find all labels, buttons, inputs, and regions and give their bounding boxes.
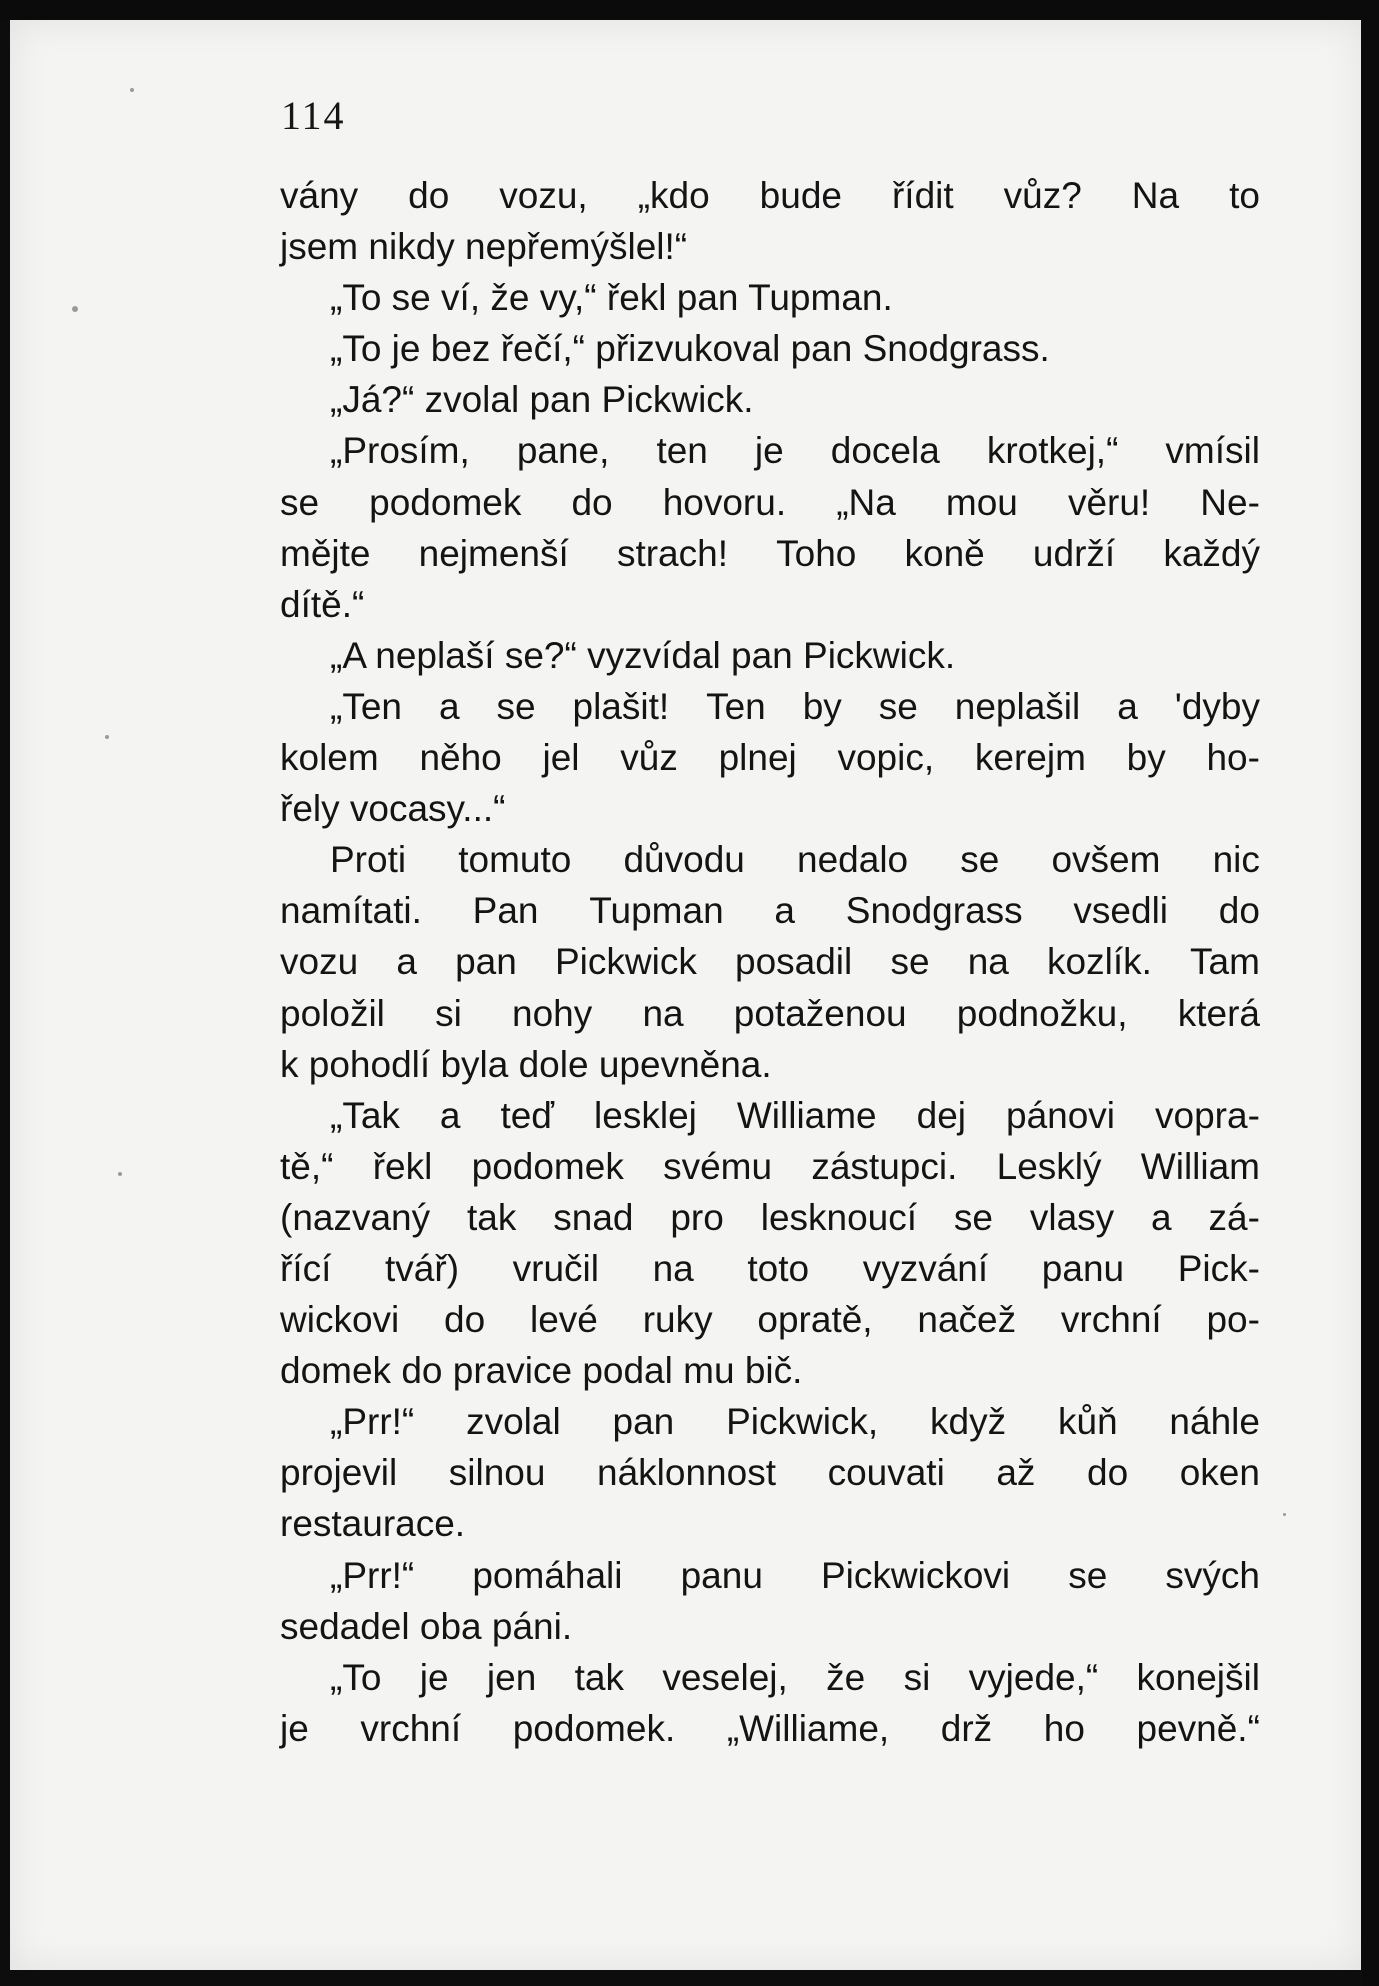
word: a [396, 941, 417, 983]
word: panu [680, 1554, 763, 1596]
text-line [280, 834, 1260, 885]
word: projevil [280, 1452, 398, 1494]
word: docela [830, 430, 940, 472]
word: se [496, 685, 536, 727]
word: že [826, 1656, 866, 1698]
text-line [280, 1192, 1260, 1243]
word: vyzvání [862, 1247, 989, 1289]
word: Pan [472, 890, 539, 932]
text-line [280, 1294, 1260, 1345]
text-line: restaurace. [280, 1503, 466, 1545]
text-line: k pohodlí byla dole upevněna. [280, 1043, 772, 1085]
text-line: domek do pravice podal mu bič. [280, 1350, 803, 1392]
word: pane, [516, 430, 610, 472]
text-line [280, 1141, 1260, 1192]
word: teď [500, 1094, 555, 1136]
word: věru! [1067, 481, 1151, 523]
word: vsedli [1073, 890, 1169, 932]
word: do [1218, 890, 1260, 932]
word: vozu, [499, 175, 588, 216]
text-line [280, 528, 1260, 579]
scan-speck [1283, 1513, 1286, 1516]
word: do [408, 175, 450, 216]
word: to [1229, 175, 1260, 216]
scan-border-right [1361, 0, 1379, 1986]
word: Tam [1190, 941, 1260, 983]
word: po- [1206, 1299, 1260, 1341]
scan-speck [72, 306, 78, 312]
word: a [1151, 1196, 1172, 1238]
word: se [960, 839, 1000, 881]
word: Ne- [1200, 481, 1260, 523]
scan-speck [130, 88, 134, 92]
text-line: dítě.“ [280, 583, 365, 625]
word: podomek [369, 481, 522, 523]
word: jel [542, 737, 580, 779]
word: zástupci. [811, 1145, 958, 1187]
word: kerejm [974, 737, 1086, 779]
word: kůň [1057, 1401, 1118, 1443]
word: Toho [776, 532, 857, 574]
word: podnožku, [956, 992, 1128, 1034]
word: panu [1041, 1247, 1125, 1289]
word: namítati. [280, 890, 422, 932]
word: kozlík. [1047, 941, 1152, 983]
word: vlasy [1029, 1196, 1115, 1238]
word: plnej [718, 737, 797, 779]
word: nic [1212, 839, 1260, 881]
text-line [280, 1243, 1260, 1294]
word: William [1140, 1145, 1260, 1187]
word: řící [280, 1247, 332, 1289]
word: „Prr!“ [330, 1554, 415, 1596]
word: náhle [1169, 1401, 1260, 1443]
word: (nazvaný [280, 1196, 431, 1238]
word: která [1177, 992, 1260, 1034]
text-line [280, 1703, 1260, 1754]
page-text [280, 170, 1260, 1754]
word: posadil [735, 941, 853, 983]
word: Williame [736, 1094, 877, 1136]
word: načež [917, 1299, 1017, 1341]
word: řídit [891, 175, 954, 216]
word: by [1126, 737, 1166, 779]
word: lesknoucí [760, 1196, 918, 1238]
word: je [419, 1656, 449, 1698]
word: silnou [448, 1452, 546, 1494]
word: toto [747, 1247, 810, 1289]
word: podomek. [512, 1707, 676, 1749]
word: něho [419, 737, 502, 779]
word: oken [1179, 1452, 1260, 1494]
text-line [280, 988, 1260, 1039]
word: na [967, 941, 1009, 983]
word: když [930, 1401, 1007, 1443]
word: do [1087, 1452, 1129, 1494]
text-line [280, 1396, 1260, 1447]
word: zvolal [466, 1401, 561, 1443]
word: a [774, 890, 795, 932]
word: je [280, 1707, 309, 1749]
word: do [444, 1299, 486, 1341]
word: „Prr!“ [330, 1401, 415, 1443]
word: se [1068, 1554, 1108, 1596]
word: ho [1043, 1707, 1085, 1749]
word: bude [759, 175, 842, 216]
word: „To [330, 1656, 382, 1698]
word: pánovi [1006, 1094, 1116, 1136]
word: důvodu [623, 839, 745, 881]
word: pro [670, 1196, 724, 1238]
word: je [754, 430, 784, 472]
word: Snodgrass [845, 890, 1023, 932]
word: levé [530, 1299, 598, 1341]
word: Pickwickovi [821, 1554, 1011, 1596]
word: vozu [280, 941, 359, 983]
word: pevně.“ [1136, 1707, 1260, 1749]
word: si [435, 992, 462, 1034]
word: řekl [372, 1145, 433, 1187]
word: konejšil [1136, 1656, 1260, 1698]
word: ten [656, 430, 708, 472]
text-line: sedadel oba páni. [280, 1605, 573, 1647]
word: nejmenší [418, 532, 569, 574]
word: se [890, 941, 930, 983]
word: plašit! [572, 685, 670, 727]
word: a [1117, 685, 1138, 727]
word: wickovi [280, 1299, 400, 1341]
word: couvati [827, 1452, 945, 1494]
word: koně [904, 532, 985, 574]
text-line [280, 1447, 1260, 1498]
text-line [280, 936, 1260, 987]
text-line [280, 1550, 1260, 1601]
word: by [802, 685, 842, 727]
word: vrchní [360, 1707, 462, 1749]
word: vány [280, 175, 359, 216]
word: si [903, 1656, 931, 1698]
word: se [953, 1196, 993, 1238]
text-line: řely vocasy...“ [280, 788, 506, 830]
word: tvář) [385, 1247, 460, 1289]
word: Pickwick [554, 941, 697, 983]
word: tak [574, 1656, 624, 1698]
word: vopra- [1155, 1094, 1260, 1136]
word: a [438, 685, 460, 727]
word: Pickwick, [726, 1401, 879, 1443]
word: Lesklý [996, 1145, 1102, 1187]
word: pan [612, 1401, 675, 1443]
text-line: „Já?“ zvolal pan Pickwick. [330, 379, 754, 421]
scan-border-top [0, 0, 1379, 20]
word: jen [486, 1656, 537, 1698]
word: vyjede,“ [968, 1656, 1099, 1698]
word: položil [280, 992, 385, 1034]
word: náklonnost [597, 1452, 776, 1494]
word: vůz [620, 737, 678, 779]
word: tomuto [458, 839, 572, 881]
word: svému [663, 1145, 773, 1187]
word: udrží [1032, 532, 1116, 574]
word: krotkej,“ [986, 430, 1119, 472]
word: na [652, 1247, 694, 1289]
word: „Prosím, [330, 430, 470, 472]
word: vůz? [1003, 175, 1082, 216]
word: „kdo [637, 175, 710, 216]
text-line [280, 1090, 1260, 1141]
word: ruky [642, 1299, 713, 1341]
text-line [280, 1652, 1260, 1703]
word: každý [1163, 532, 1260, 574]
word: Tupman [589, 890, 724, 932]
word: potaženou [733, 992, 907, 1034]
word: strach! [616, 532, 728, 574]
word: kolem [280, 737, 379, 779]
text-line [280, 732, 1260, 783]
word: snad [553, 1196, 634, 1238]
word: tě,“ [280, 1145, 334, 1187]
word: mou [945, 481, 1018, 523]
word: a [439, 1094, 461, 1136]
word: nohy [512, 992, 593, 1034]
text-line [280, 170, 1260, 221]
word: Proti [330, 839, 407, 881]
word: do [571, 481, 613, 523]
word: vopic, [837, 737, 935, 779]
text-line [280, 681, 1260, 732]
word: drž [940, 1707, 993, 1749]
word: pomáhali [472, 1554, 623, 1596]
page-number: 114 [281, 93, 346, 138]
word: veselej, [662, 1656, 788, 1698]
word: tak [467, 1196, 517, 1238]
word: svých [1165, 1554, 1260, 1596]
text-line: jsem nikdy nepřemýšlel!“ [280, 226, 688, 268]
word: až [996, 1452, 1036, 1494]
text-line: „To se ví, že vy,“ řekl pan Tupman. [330, 277, 893, 319]
word: opratě, [757, 1299, 873, 1341]
text-line [280, 885, 1260, 936]
word: „Tak [330, 1094, 400, 1136]
scan-speck [105, 735, 109, 739]
word: Ten [706, 685, 766, 727]
word: nedalo [797, 839, 909, 881]
word: Pick- [1177, 1247, 1260, 1289]
word: mějte [280, 532, 371, 574]
scan-speck [118, 1172, 122, 1176]
text-line: „A neplaší se?“ vyzvídal pan Pickwick. [330, 634, 956, 676]
word: ovšem [1051, 839, 1161, 881]
word: „Williame, [726, 1707, 890, 1749]
text-line: „To je bez řečí,“ přizvukoval pan Snodgrass. [330, 328, 1050, 370]
word: pan [455, 941, 517, 983]
word: zá- [1208, 1196, 1260, 1238]
word: Na [1131, 175, 1180, 216]
word: neplašil [954, 685, 1081, 727]
word: na [642, 992, 684, 1034]
word: „Ten [330, 685, 402, 727]
word: vručil [512, 1247, 599, 1289]
word: ho- [1206, 737, 1260, 779]
text-line [280, 477, 1260, 528]
word: vmísil [1165, 430, 1260, 472]
word: vrchní [1060, 1299, 1162, 1341]
word: se [280, 481, 320, 523]
word: hovoru. [662, 481, 787, 523]
word: 'dyby [1174, 685, 1260, 727]
word: lesklej [594, 1094, 697, 1136]
word: dej [916, 1094, 967, 1136]
text-line [280, 425, 1260, 476]
word: „Na [836, 481, 896, 523]
word: se [878, 685, 918, 727]
word: podomek [471, 1145, 624, 1187]
